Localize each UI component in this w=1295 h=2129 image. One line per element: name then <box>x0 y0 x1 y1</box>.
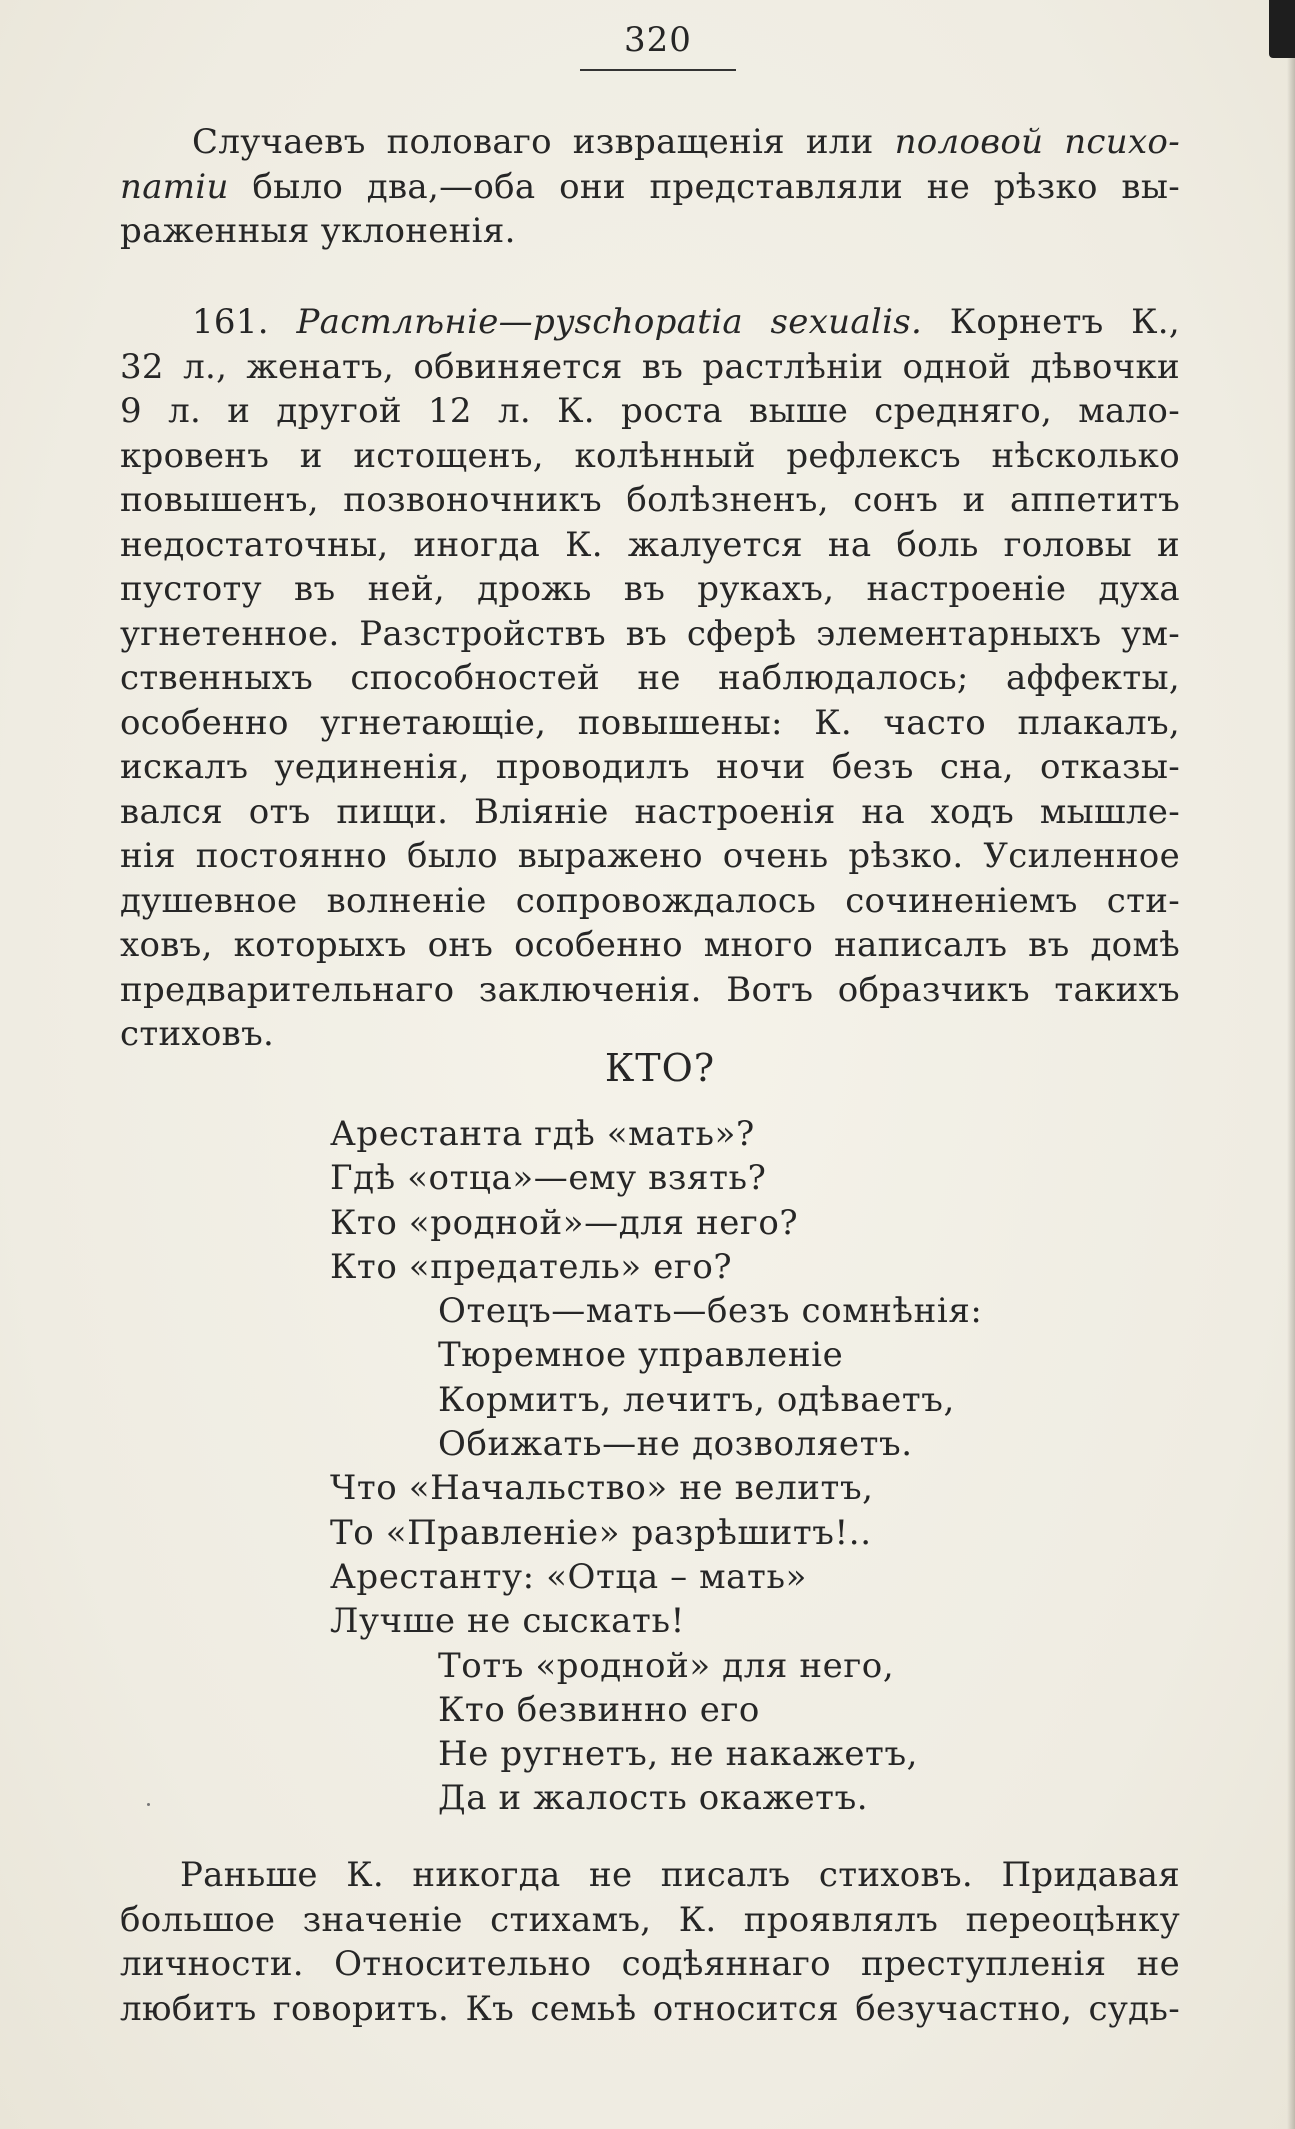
intro-line-1-italic: половой психо- <box>894 122 1180 162</box>
case-paragraph <box>120 300 1180 1057</box>
scan-corner-mark <box>1269 0 1295 58</box>
intro-line-1-plain: Случаевъ половаго извращенія или <box>192 122 895 162</box>
case-line-12: вался отъ пищи. Вліяніе настроенія на ходъ мышле- <box>120 791 1180 832</box>
poem-line: Обижать—не дозволяетъ. <box>438 1424 913 1465</box>
case-line-14: душевное волненіе сопровождалось сочиненіемъ сти- <box>120 880 1180 921</box>
case-line-1 <box>120 300 1180 345</box>
case-line-5: повышенъ, позвоночникъ болѣзненъ, сонъ и аппетитъ <box>120 480 1180 520</box>
poem-line: Кто безвинно его <box>438 1689 760 1730</box>
intro-line-2-italic: патіи <box>120 166 229 207</box>
case-line-6: недостаточны, иногда К. жалуется на боль головы и <box>120 524 1180 565</box>
case-line-13: нія постоянно было выражено очень рѣзко. Усиленное <box>120 836 1180 876</box>
page-edge-shadow <box>1287 0 1295 2129</box>
poem-line: Гдѣ «отца»—ему взять? <box>330 1158 767 1199</box>
poem-line: Тотъ «родной» для него, <box>438 1645 895 1686</box>
closing-paragraph <box>120 1853 1180 2031</box>
case-line-2: 32 л., женатъ, обвиняется въ растлѣніи одной дѣвочки <box>120 346 1180 387</box>
case-line-1-text: Корнетъ К., <box>949 302 1181 342</box>
closing-line-4: любитъ говоритъ. Къ семьѣ относится безучастно, судь- <box>120 1988 1180 2029</box>
poem-line: Да и жалость окажетъ. <box>438 1778 869 1819</box>
poem-title: КТО? <box>604 1046 716 1090</box>
intro-paragraph <box>120 120 1180 254</box>
intro-line-3 <box>120 209 1180 254</box>
poem-line: Тюремное управленіе <box>438 1335 844 1376</box>
intro-line-1 <box>120 120 1180 165</box>
page-number: 320 <box>624 20 692 60</box>
case-line-4: кровенъ и истощенъ, колѣнный рефлексъ нѣсколько <box>120 435 1180 476</box>
poem-line: Кто «предатель» его? <box>330 1246 733 1287</box>
poem-line: Арестанта гдѣ «мать»? <box>330 1114 755 1154</box>
page-number-rule <box>580 69 736 71</box>
closing-line-2: большое значеніе стихамъ, К. проявлялъ переоцѣнку <box>120 1899 1180 1940</box>
poem-line: Кто «родной»—для него? <box>330 1202 799 1243</box>
poem-line: Не ругнетъ, не накажетъ, <box>438 1734 919 1775</box>
poem-line: Кормитъ, лечитъ, одѣваетъ, <box>438 1379 955 1420</box>
case-line-11: искалъ уединенія, проводилъ ночи безъ сна, отказы- <box>120 747 1180 787</box>
poem-line: Что «Начальство» не велитъ, <box>330 1468 874 1509</box>
case-heading: Растлѣніе—pyschopatia sexualis. <box>296 302 923 342</box>
poem-line: Арестанту: «Отца – мать» <box>330 1556 807 1597</box>
poem-line: Отецъ—мать—безъ сомнѣнія: <box>438 1291 983 1332</box>
poem-line: Лучше не сыскать! <box>330 1601 685 1642</box>
intro-line-3-plain: раженныя уклоненія. <box>120 211 516 251</box>
case-line-3: 9 л. и другой 12 л. К. роста выше средняго, мало- <box>120 391 1180 431</box>
intro-line-2 <box>120 165 1180 210</box>
case-line-10: особенно угнетающіе, повышены: К. часто плакалъ, <box>120 702 1180 743</box>
case-line-16: предварительнаго заключенія. Вотъ образчикъ такихъ <box>120 969 1180 1010</box>
closing-line-3: личности. Относительно содѣяннаго преступленія не <box>120 1944 1180 1984</box>
poem-line: То «Правленіе» разрѣшитъ!.. <box>330 1512 872 1553</box>
closing-line-1: Раньше К. никогда не писалъ стиховъ. Придавая <box>180 1855 1180 1895</box>
case-line-17: стиховъ. <box>120 1014 275 1054</box>
print-speck <box>147 1803 150 1806</box>
case-number: 161. <box>192 302 269 342</box>
case-line-9: ственныхъ способностей не наблюдалось; аффекты, <box>120 658 1180 698</box>
intro-line-2-plain: было два,—оба они представляли не рѣзко вы- <box>228 166 1180 207</box>
case-line-15: ховъ, которыхъ онъ особенно много написалъ въ домѣ <box>120 925 1180 965</box>
case-line-7: пустоту въ ней, дрожь въ рукахъ, настроеніе духа <box>120 569 1180 609</box>
poem <box>330 1112 1130 1821</box>
case-line-8: угнетенное. Разстройствъ въ сферѣ элементарныхъ ум- <box>120 613 1180 654</box>
